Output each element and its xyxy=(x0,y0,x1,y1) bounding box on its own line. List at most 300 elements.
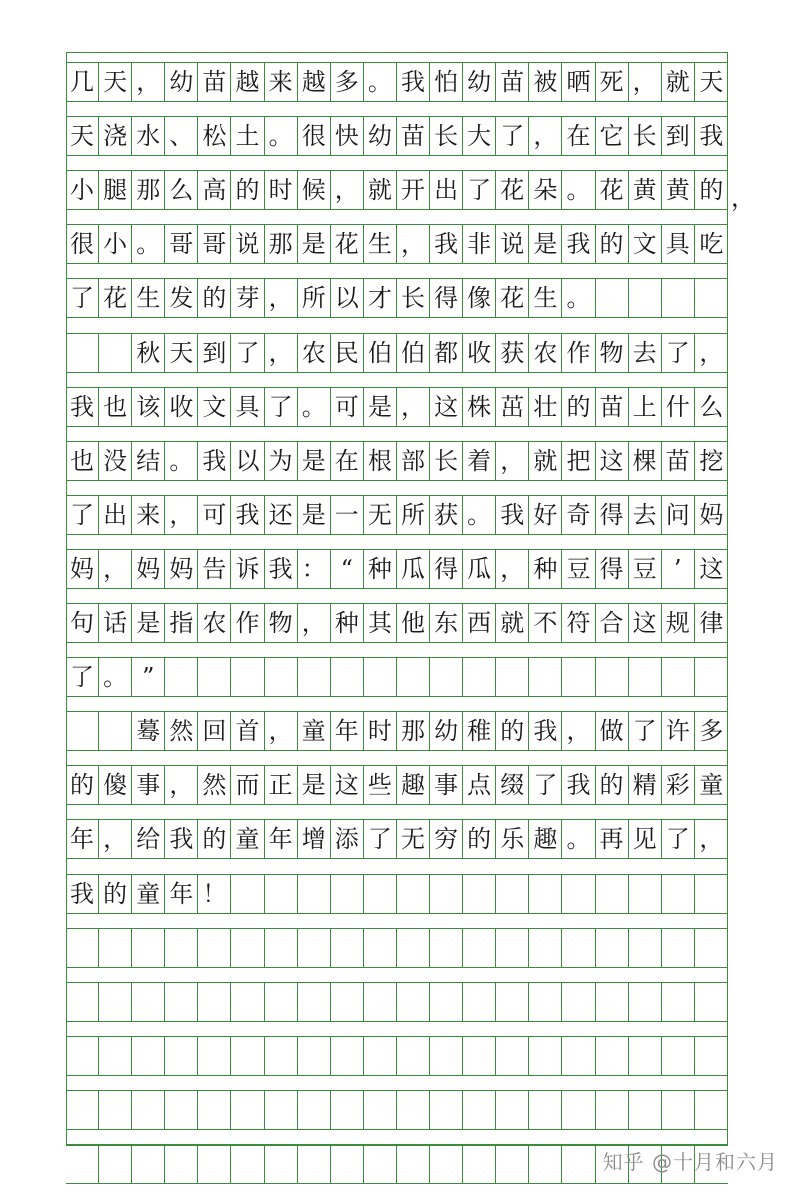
grid-cell: 它 xyxy=(596,117,629,155)
grid-cell: 。 xyxy=(562,820,595,858)
grid-cell: 告 xyxy=(198,550,231,588)
grid-cell: ， xyxy=(165,496,198,534)
grid-row xyxy=(66,711,728,751)
grid-cell: 说 xyxy=(231,225,264,263)
grid-cell: 怕 xyxy=(430,63,463,101)
grid-cell xyxy=(629,1091,662,1129)
grid-cell: 来 xyxy=(132,496,165,534)
grid-cell: 那 xyxy=(132,171,165,209)
grid-cell: 了 xyxy=(66,279,99,317)
grid-cell: 是 xyxy=(529,225,562,263)
grid-cell xyxy=(99,929,132,967)
grid-cell xyxy=(132,1145,165,1183)
grid-cell: 了 xyxy=(629,712,662,750)
grid-cell: 瓜 xyxy=(463,550,496,588)
grid-cell: 在 xyxy=(331,442,364,480)
grid-cell: 候 xyxy=(298,171,331,209)
grid-cell: 把 xyxy=(562,442,595,480)
grid-cell xyxy=(662,1091,695,1129)
grid-cell xyxy=(596,929,629,967)
grid-cell: 傻 xyxy=(99,766,132,804)
grid-cell: “ xyxy=(331,550,364,588)
grid-cell: ， xyxy=(265,279,298,317)
grid-cell: 瓜 xyxy=(397,550,430,588)
grid-cell xyxy=(298,875,331,913)
grid-cell xyxy=(695,279,728,317)
grid-cell xyxy=(165,1145,198,1183)
grid-cell xyxy=(463,875,496,913)
grid-cell: 具 xyxy=(231,388,264,426)
grid-cell: ， xyxy=(529,117,562,155)
grid-cell: 是 xyxy=(364,388,397,426)
grid-cell: 的 xyxy=(596,766,629,804)
grid-cell xyxy=(662,983,695,1021)
grid-cell: 到 xyxy=(198,334,231,372)
grid-cell: 多 xyxy=(331,63,364,101)
grid-cell xyxy=(397,658,430,696)
grid-cell: 东 xyxy=(430,604,463,642)
grid-cell: 非 xyxy=(463,225,496,263)
grid-cell: 很 xyxy=(66,225,99,263)
grid-cell xyxy=(231,1037,264,1075)
grid-cell: 根 xyxy=(364,442,397,480)
grid-cell xyxy=(132,1037,165,1075)
grid-cell: 天 xyxy=(99,63,132,101)
grid-cell: 再 xyxy=(596,820,629,858)
grid-cell: 天 xyxy=(66,117,99,155)
grid-cell xyxy=(496,929,529,967)
grid-cell: 所 xyxy=(298,279,331,317)
grid-cell: 高 xyxy=(198,171,231,209)
grid-cell: 问 xyxy=(662,496,695,534)
grid-cell xyxy=(562,1037,595,1075)
grid-row xyxy=(66,1090,728,1130)
grid-cell: 花 xyxy=(331,225,364,263)
grid-cell xyxy=(99,334,132,372)
grid-cell xyxy=(265,1091,298,1129)
grid-cell: 这 xyxy=(629,604,662,642)
grid-cell xyxy=(99,1091,132,1129)
grid-row xyxy=(66,874,728,914)
grid-cell: 我 xyxy=(562,225,595,263)
grid-cell: 稚 xyxy=(463,712,496,750)
grid-cell: 越 xyxy=(298,63,331,101)
grid-cell xyxy=(198,658,231,696)
grid-cell xyxy=(562,1091,595,1129)
grid-cell: 没 xyxy=(99,442,132,480)
grid-cell: 我 xyxy=(529,712,562,750)
grid-cell xyxy=(132,929,165,967)
grid-cell: 。 xyxy=(99,658,132,696)
grid-row xyxy=(66,170,728,210)
grid-row xyxy=(66,657,728,697)
grid-cell xyxy=(165,983,198,1021)
grid-cell: ， xyxy=(397,388,430,426)
grid-cell xyxy=(265,875,298,913)
grid-cell: 合 xyxy=(596,604,629,642)
watermark: 知乎 @十月和六月 xyxy=(602,1150,778,1174)
grid-cell xyxy=(331,1145,364,1183)
grid-cell: 很 xyxy=(298,117,331,155)
grid-cell: ， xyxy=(99,820,132,858)
grid-cell xyxy=(66,1145,99,1183)
grid-cell: 的 xyxy=(66,766,99,804)
grid-cell xyxy=(331,1037,364,1075)
grid-cell xyxy=(364,658,397,696)
grid-cell xyxy=(695,1091,728,1129)
grid-cell: 水 xyxy=(132,117,165,155)
grid-cell: 天 xyxy=(699,68,724,96)
grid-cell: 哥 xyxy=(198,225,231,263)
grid-cell xyxy=(695,929,728,967)
grid-cell: 妈 xyxy=(699,500,724,529)
grid-cell: 种 xyxy=(364,550,397,588)
grid-cell: 我 xyxy=(66,875,99,913)
grid-cell xyxy=(165,1037,198,1075)
grid-cell: 上 xyxy=(629,388,662,426)
grid-cell: 缀 xyxy=(496,766,529,804)
grid-cell xyxy=(132,1091,165,1129)
grid-cell: 黄 xyxy=(662,171,695,209)
grid-cell: 秋 xyxy=(132,334,165,372)
grid-cell: 部 xyxy=(397,442,430,480)
grid-cell: 精 xyxy=(629,766,662,804)
grid-cell: 松 xyxy=(198,117,231,155)
grid-cell: 开 xyxy=(397,171,430,209)
grid-cell: ， xyxy=(298,604,331,642)
grid-cell xyxy=(331,1091,364,1129)
grid-cell: 乐 xyxy=(496,820,529,858)
grid-cell: 年 xyxy=(331,712,364,750)
grid-cell: 得 xyxy=(430,279,463,317)
grid-cell: 幼 xyxy=(463,63,496,101)
grid-cell: 发 xyxy=(165,279,198,317)
grid-cell: 民 xyxy=(331,334,364,372)
grid-cell: 的 xyxy=(231,171,264,209)
grid-cell: 幼 xyxy=(165,63,198,101)
grid-cell xyxy=(562,875,595,913)
grid-cell xyxy=(430,1037,463,1075)
grid-cell: 律 xyxy=(699,609,724,637)
grid-cell: ， xyxy=(99,550,132,588)
grid-cell: 土 xyxy=(231,117,264,155)
grid-cell: 棵 xyxy=(629,442,662,480)
grid-cell: 以 xyxy=(231,442,264,480)
grid-cell: ， xyxy=(265,334,298,372)
grid-cell: 收 xyxy=(463,334,496,372)
grid-cell: 了 xyxy=(463,171,496,209)
grid-cell: 豆 xyxy=(629,550,662,588)
grid-cell xyxy=(231,929,264,967)
grid-cell: 符 xyxy=(562,604,595,642)
grid-cell xyxy=(99,712,132,750)
grid-row xyxy=(66,819,728,859)
grid-cell: 蓦 xyxy=(132,712,165,750)
grid-cell: 不 xyxy=(529,604,562,642)
grid-cell xyxy=(66,929,99,967)
grid-cell: 是 xyxy=(298,442,331,480)
grid-cell: ， xyxy=(562,712,595,750)
grid-cell: 苗 xyxy=(596,388,629,426)
grid-cell: 出 xyxy=(99,496,132,534)
grid-cell: 了 xyxy=(662,334,695,372)
grid-cell xyxy=(596,1037,629,1075)
grid-cell xyxy=(496,1145,529,1183)
grid-cell: 生 xyxy=(364,225,397,263)
grid-cell: 长 xyxy=(397,279,430,317)
grid-cell xyxy=(662,875,695,913)
grid-cell: 的 xyxy=(596,225,629,263)
grid-cell: 晒 xyxy=(562,63,595,101)
grid-cell xyxy=(99,1145,132,1183)
grid-cell: ， xyxy=(496,550,529,588)
grid-cell xyxy=(231,875,264,913)
grid-cell: 彩 xyxy=(662,766,695,804)
grid-cell: ， xyxy=(629,63,662,101)
margin-comma: ， xyxy=(731,184,755,212)
grid-cell xyxy=(331,929,364,967)
grid-cell: 大 xyxy=(463,117,496,155)
grid-row xyxy=(66,62,728,102)
grid-cell: 是 xyxy=(298,766,331,804)
grid-cell: 浇 xyxy=(99,117,132,155)
grid-cell: 这 xyxy=(430,388,463,426)
grid-cell: 规 xyxy=(662,604,695,642)
grid-cell: ， xyxy=(331,171,364,209)
grid-cell: 该 xyxy=(132,388,165,426)
grid-cell: 。 xyxy=(562,171,595,209)
grid-cell: ” xyxy=(132,658,165,696)
grid-cell xyxy=(596,1091,629,1129)
grid-cell xyxy=(562,1145,595,1183)
grid-cell: 童 xyxy=(132,875,165,913)
grid-cell: 无 xyxy=(397,820,430,858)
grid-cell: 收 xyxy=(165,388,198,426)
grid-cell: 苗 xyxy=(397,117,430,155)
grid-cell: 。 xyxy=(165,442,198,480)
grid-cell: 奇 xyxy=(562,496,595,534)
grid-cell xyxy=(132,983,165,1021)
grid-cell xyxy=(529,1091,562,1129)
grid-cell: 死 xyxy=(596,63,629,101)
grid-cell: 可 xyxy=(331,388,364,426)
grid-cell: 茁 xyxy=(496,388,529,426)
grid-cell: 腿 xyxy=(99,171,132,209)
grid-cell: 就 xyxy=(529,442,562,480)
grid-cell: 时 xyxy=(364,712,397,750)
grid-cell xyxy=(66,983,99,1021)
grid-cell xyxy=(165,929,198,967)
grid-cell: 幼 xyxy=(430,712,463,750)
grid-row xyxy=(66,549,728,589)
grid-cell: 童 xyxy=(298,712,331,750)
grid-cell xyxy=(463,983,496,1021)
grid-cell: 事 xyxy=(132,766,165,804)
grid-cell: 而 xyxy=(231,766,264,804)
grid-cell xyxy=(265,983,298,1021)
grid-cell xyxy=(265,1145,298,1183)
grid-cell xyxy=(629,929,662,967)
grid-cell: 的 xyxy=(562,388,595,426)
grid-cell: 。 xyxy=(298,388,331,426)
grid-cell: 事 xyxy=(430,766,463,804)
grid-cell xyxy=(198,1037,231,1075)
grid-cell: 物 xyxy=(265,604,298,642)
grid-cell xyxy=(463,1145,496,1183)
grid-cell: 的 xyxy=(198,820,231,858)
grid-cell: 正 xyxy=(265,766,298,804)
grid-cell: 才 xyxy=(364,279,397,317)
grid-cell xyxy=(596,279,629,317)
grid-cell: 这 xyxy=(699,554,724,583)
grid-cell xyxy=(695,983,728,1021)
grid-cell xyxy=(231,983,264,1021)
grid-cell: 是 xyxy=(298,496,331,534)
grid-cell: 话 xyxy=(99,604,132,642)
grid-cell xyxy=(629,658,662,696)
grid-cell: 哥 xyxy=(165,225,198,263)
grid-cell xyxy=(529,1037,562,1075)
grid-cell: 了 xyxy=(66,658,99,696)
grid-cell xyxy=(331,875,364,913)
grid-cell: 也 xyxy=(66,442,99,480)
grid-cell: 文 xyxy=(198,388,231,426)
grid-cell xyxy=(397,875,430,913)
grid-cell: 见 xyxy=(629,820,662,858)
grid-cell: 越 xyxy=(231,63,264,101)
grid-cell: 花 xyxy=(596,171,629,209)
grid-cell: 就 xyxy=(364,171,397,209)
grid-cell xyxy=(298,658,331,696)
grid-cell: 种 xyxy=(331,604,364,642)
grid-cell: 伯 xyxy=(397,334,430,372)
grid-cell: 了 xyxy=(364,820,397,858)
grid-cell: 作 xyxy=(231,604,264,642)
grid-row xyxy=(66,224,728,264)
grid-cell xyxy=(165,658,198,696)
grid-cell: 的 xyxy=(99,875,132,913)
grid-cell: 做 xyxy=(596,712,629,750)
grid-cell: 得 xyxy=(430,550,463,588)
grid-cell: 结 xyxy=(132,442,165,480)
grid-cell xyxy=(629,1037,662,1075)
grid-cell: 种 xyxy=(529,550,562,588)
grid-row xyxy=(66,603,728,643)
grid-cell: 都 xyxy=(430,334,463,372)
grid-cell xyxy=(496,1037,529,1075)
grid-cell xyxy=(364,1145,397,1183)
grid-cell: 多 xyxy=(699,717,724,746)
grid-cell: 童 xyxy=(231,820,264,858)
grid-cell xyxy=(231,1091,264,1129)
grid-cell xyxy=(298,1091,331,1129)
grid-cell xyxy=(695,875,728,913)
grid-cell xyxy=(596,875,629,913)
grid-cell xyxy=(298,1145,331,1183)
grid-cell xyxy=(99,983,132,1021)
grid-cell: 其 xyxy=(364,604,397,642)
grid-cell: 我 xyxy=(265,550,298,588)
grid-cell: 长 xyxy=(430,442,463,480)
grid-cell xyxy=(463,929,496,967)
grid-cell xyxy=(529,875,562,913)
grid-cell: 我 xyxy=(165,820,198,858)
grid-cell xyxy=(231,1145,264,1183)
grid-cell: 作 xyxy=(562,334,595,372)
grid-cell: 伯 xyxy=(364,334,397,372)
grid-cell: 指 xyxy=(165,604,198,642)
grid-cell: 我 xyxy=(430,225,463,263)
grid-cell: 出 xyxy=(430,171,463,209)
grid-cell: 所 xyxy=(397,496,430,534)
grid-row xyxy=(66,982,728,1022)
grid-cell: 首 xyxy=(231,712,264,750)
grid-cell: 花 xyxy=(496,279,529,317)
grid-cell xyxy=(529,658,562,696)
grid-cell xyxy=(662,929,695,967)
grid-cell: 他 xyxy=(397,604,430,642)
grid-cell: 去 xyxy=(629,334,662,372)
grid-cell: 西 xyxy=(463,604,496,642)
grid-cell: 朵 xyxy=(529,171,562,209)
grid-cell: 。 xyxy=(364,63,397,101)
grid-cell: 小 xyxy=(99,225,132,263)
grid-cell: 了 xyxy=(265,388,298,426)
grid-cell: 妈 xyxy=(132,550,165,588)
grid-cell: 被 xyxy=(529,63,562,101)
grid-cell: 天 xyxy=(165,334,198,372)
grid-cell xyxy=(596,983,629,1021)
grid-cell: 是 xyxy=(298,225,331,263)
grid-cell: 妈 xyxy=(165,550,198,588)
grid-cell: 无 xyxy=(364,496,397,534)
grid-cell: 农 xyxy=(298,334,331,372)
grid-cell: 了 xyxy=(662,820,695,858)
grid-cell: 这 xyxy=(331,766,364,804)
grid-cell xyxy=(695,658,728,696)
grid-cell: 以 xyxy=(331,279,364,317)
grid-row xyxy=(66,765,728,805)
grid-cell xyxy=(629,983,662,1021)
grid-cell: 苗 xyxy=(496,63,529,101)
grid-cell xyxy=(265,658,298,696)
grid-cell: 吃 xyxy=(699,230,724,259)
grid-cell: 也 xyxy=(99,388,132,426)
grid-cell: 我 xyxy=(66,388,99,426)
grid-cell: 童 xyxy=(699,771,724,800)
grid-cell: 长 xyxy=(430,117,463,155)
grid-cell xyxy=(529,929,562,967)
grid-row xyxy=(66,928,728,968)
grid-cell: 为 xyxy=(265,442,298,480)
grid-cell xyxy=(66,1037,99,1075)
grid-cell xyxy=(198,1145,231,1183)
grid-cell: 的 xyxy=(198,279,231,317)
grid-cell xyxy=(562,983,595,1021)
grid-cell xyxy=(430,1145,463,1183)
grid-cell: 像 xyxy=(463,279,496,317)
grid-cell: 挖 xyxy=(699,446,724,475)
grid-cell xyxy=(265,1037,298,1075)
grid-cell xyxy=(529,1145,562,1183)
grid-cell: 去 xyxy=(629,496,662,534)
grid-cell: 。 xyxy=(463,496,496,534)
grid-cell xyxy=(629,875,662,913)
grid-cell xyxy=(629,279,662,317)
grid-cell xyxy=(662,279,695,317)
grid-cell xyxy=(463,1091,496,1129)
grid-cell xyxy=(562,929,595,967)
